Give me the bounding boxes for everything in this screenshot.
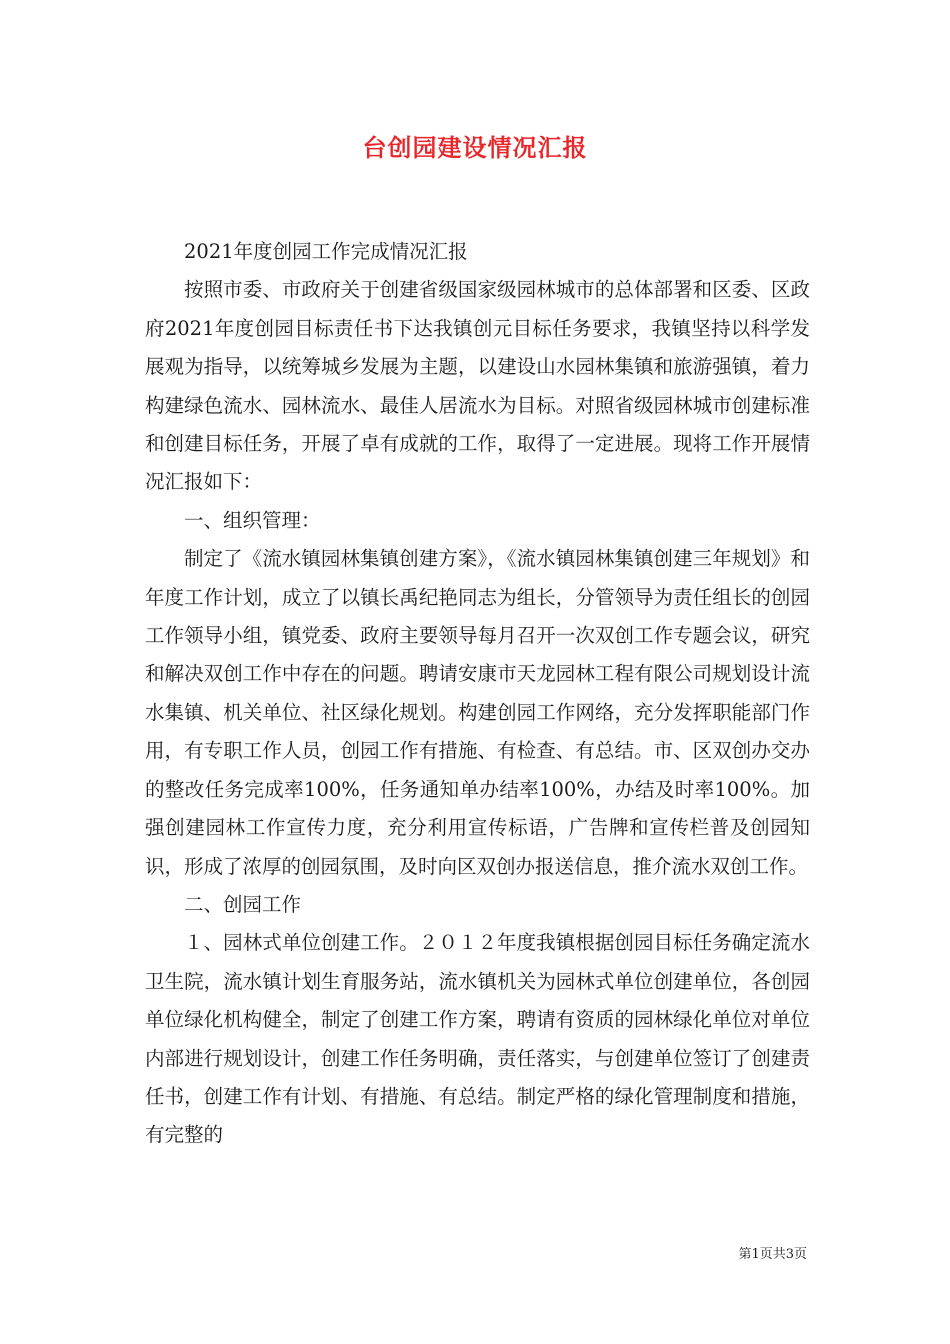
page-indicator: 第1页共3页 [738,1247,807,1262]
document-title: 台创园建设情况汇报 [362,133,588,162]
body-paragraph-garden-units: １、园林式单位创建工作。２０１２年度我镇根据创园目标任务确定流水卫生院，流水镇计划生育服务站，流水镇机关为园林式单位创建单位，各创园单位绿化机构健全，制定了创建工作方案，聘请有资质的园林绿化单位对单位内部进行规划设计，创建工作任务明确，责任落实，与创建单位签订了创建责任书，创建工作有计划、有措施、有总结。制定严格的绿化管理制度和措施，有完整的 [145,931,810,1147]
body-paragraph-intro: 按照市委、市政府关于创建省级国家级园林城市的总体部署和区委、区政府2021年度创园目标责任书下达我镇创元目标任务要求，我镇坚持以科学发展观为指导，以统筹城乡发展为主题，以建设山水园林集镇和旅游强镇，着力构建绿色流水、园林流水、最佳人居流水为目标。对照省级园林城市创建标准和创建目标任务，开展了卓有成就的工作，取得了一定进展。现将工作开展情况汇报如下： [145,278,810,494]
body-paragraph-organization: 制定了《流水镇园林集镇创建方案》，《流水镇园林集镇创建三年规划》和年度工作计划，成立了以镇长禹纪艳同志为组长，分管领导为责任组长的创园工作领导小组，镇党委、政府主要领导每月召开一次双创工作专题会议，研究和解决双创工作中存在的问题。聘请安康市天龙园林工程有限公司规划设计流水集镇、机关单位、社区绿化规划。构建创园工作网络，充分发挥职能部门作用，有专职工作人员，创园工作有措施、有检查、有总结。市、区双创办交办的整改任务完成率100%，任务通知单办结率100%，办结及时率100%。加强创建园林工作宣传力度，充分利用宣传标语，广告牌和宣传栏普及创园知识，形成了浓厚的创园氛围，及时向区双创办报送信息，推介流水双创工作。 [145,547,810,878]
section-heading-garden-work: 二、创园工作 [184,892,302,916]
section-heading-organization: 一、组织管理： [184,508,321,532]
body-paragraph-subtitle: 2021年度创园工作完成情况汇报 [184,240,468,263]
document-body [145,233,810,1155]
